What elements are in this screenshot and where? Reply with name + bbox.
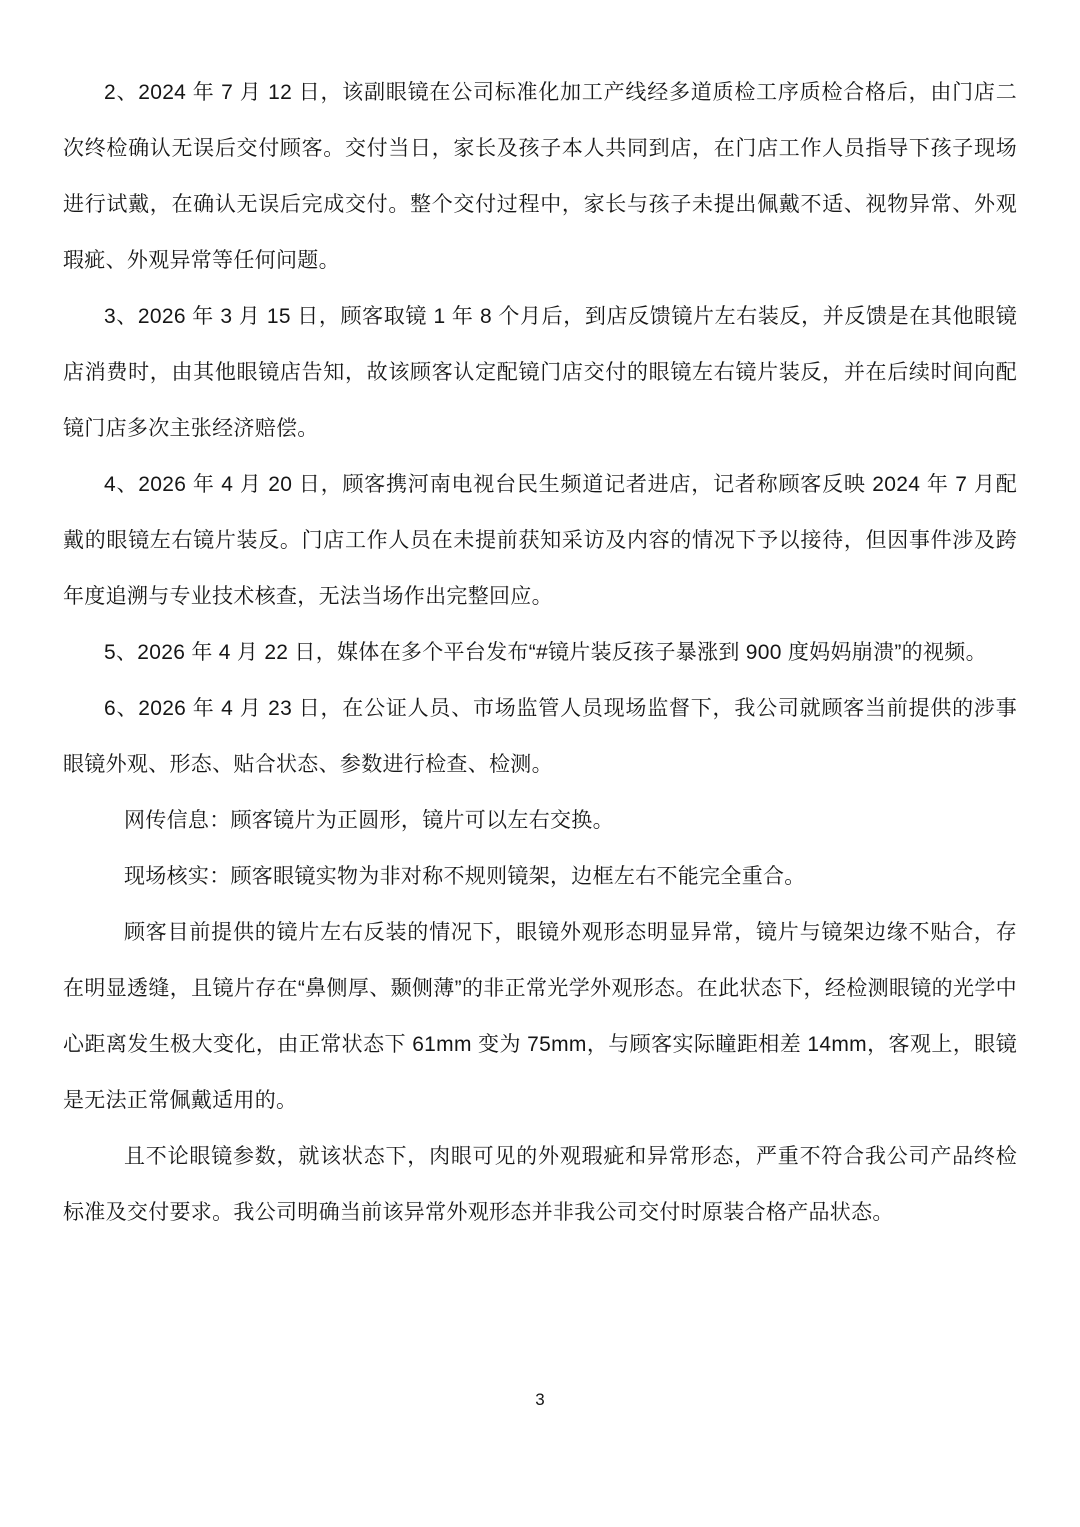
- paragraph-5-media-video: 5、2026 年 4 月 22 日，媒体在多个平台发布“#镜片装反孩子暴涨到 900 度妈妈崩溃”的视频。: [104, 641, 987, 664]
- page-number: 3: [535, 1390, 545, 1409]
- paragraph-site-verification: 现场核实：顾客眼镜实物为非对称不规则镜架，边框左右不能完全重合。: [124, 865, 806, 888]
- paragraph-2-delivery: 2、2024 年 7 月 12 日，该副眼镜在公司标准化加工产线经多道质检工序质检合格后，由门店二次终检确认无误后交付顾客。交付当日，家长及孩子本人共同到店，在门店工作人员指导下孩子现场进行试戴，在确认无误后完成交付。整个交付过程中，家长与孩子未提出佩戴不适、视物异常、外观瑕疵、外观异常等任何问题。: [63, 81, 1017, 272]
- page-footer: [0, 1390, 1080, 1410]
- paragraph-3-customer-feedback: 3、2026 年 3 月 15 日，顾客取镜 1 年 8 个月后，到店反馈镜片左右装反，并反馈是在其他眼镜店消费时，由其他眼镜店告知，故该顾客认定配镜门店交付的眼镜左右镜片装反，并在后续时间向配镜门店多次主张经济赔偿。: [63, 305, 1017, 440]
- paragraph-conclusion: 且不论眼镜参数，就该状态下，肉眼可见的外观瑕疵和异常形态，严重不符合我公司产品终检标准及交付要求。我公司明确当前该异常外观形态并非我公司交付时原装合格产品状态。: [63, 1145, 1017, 1224]
- paragraph-inspection-result: 顾客目前提供的镜片左右反装的情况下，眼镜外观形态明显异常，镜片与镜架边缘不贴合，存在明显透缝，且镜片存在“鼻侧厚、颞侧薄”的非正常光学外观形态。在此状态下，经检测眼镜的光学中心距离发生极大变化，由正常状态下 61mm 变为 75mm，与顾客实际瞳距相差 14mm，客观上，眼镜是无法正常佩戴适用的。: [63, 921, 1017, 1112]
- paragraph-6-inspection: 6、2026 年 4 月 23 日，在公证人员、市场监管人员现场监督下，我公司就顾客当前提供的涉事眼镜外观、形态、贴合状态、参数进行检查、检测。: [63, 697, 1017, 776]
- paragraph-4-reporter-visit: 4、2026 年 4 月 20 日，顾客携河南电视台民生频道记者进店，记者称顾客反映 2024 年 7 月配戴的眼镜左右镜片装反。门店工作人员在未提前获知采访及内容的情况下予以接待，但因事件涉及跨年度追溯与专业技术核查，无法当场作出完整回应。: [63, 473, 1017, 608]
- paragraph-rumor-info: 网传信息：顾客镜片为正圆形，镜片可以左右交换。: [124, 809, 614, 832]
- document-body: [63, 65, 1017, 1241]
